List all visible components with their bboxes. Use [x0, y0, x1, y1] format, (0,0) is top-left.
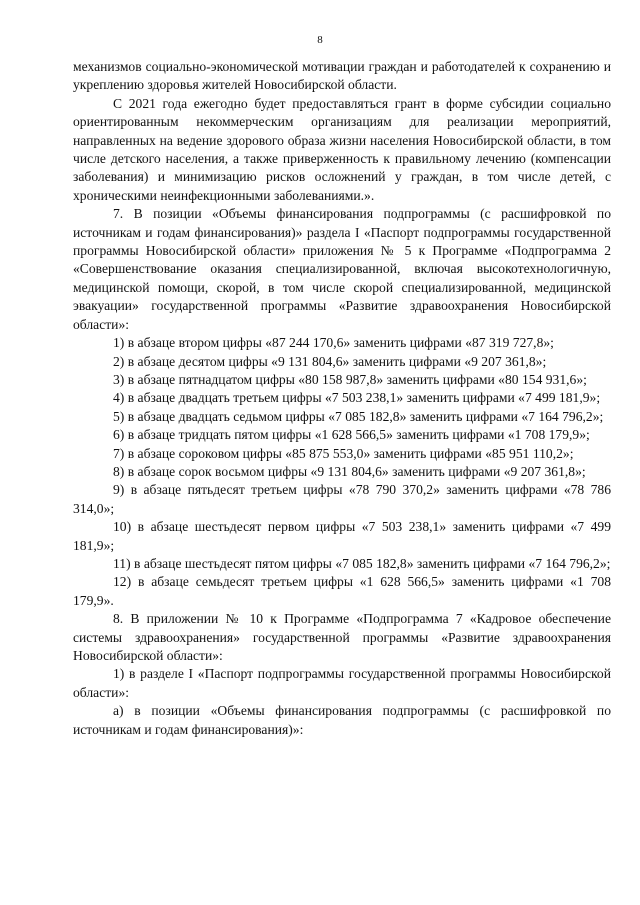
- list-item: 1) в разделе I «Паспорт подпрограммы государственной программы Новосибирской области»:: [73, 666, 611, 700]
- list-item: 9) в абзаце пятьдесят третьем цифры «78 790 370,2» заменить цифрами «78 786 314,0»;: [73, 482, 611, 516]
- page-number: 8: [317, 34, 323, 46]
- document-body: [73, 58, 611, 739]
- list-item: 7) в абзаце сороковом цифры «85 875 553,0» заменить цифрами «85 951 110,2»;: [113, 445, 574, 461]
- list-item: 1) в абзаце втором цифры «87 244 170,6» заменить цифрами «87 319 727,8»;: [113, 335, 554, 351]
- paragraph-grant: С 2021 года ежегодно будет предоставляться грант в форме субсидии социально ориентированным некоммерческим организациям для реализации мероприятий, направленных на ведение здорового образа жизни населения Новосибирской области, в том числе детского населения, а также приверженность к правильному лечению (компенсации заболевания) и минимизацию рисков осложнений у граждан, в том числе детей, с хроническими неинфекционными заболеваниями.».: [73, 95, 611, 203]
- paragraph-item-8: 8. В приложении № 10 к Программе «Подпрограмма 7 «Кадровое обеспечение системы здравоохранения» государственной программы «Развитие здравоохранения Новосибирской области»:: [73, 611, 611, 663]
- list-item: 2) в абзаце десятом цифры «9 131 804,6» заменить цифрами «9 207 361,8»;: [113, 353, 547, 369]
- list-item: 5) в абзаце двадцать седьмом цифры «7 085 182,8» заменить цифрами «7 164 796,2»;: [113, 408, 604, 424]
- list-item: 6) в абзаце тридцать пятом цифры «1 628 566,5» заменить цифрами «1 708 179,9»;: [113, 427, 590, 443]
- list-item: 4) в абзаце двадцать третьем цифры «7 503 238,1» заменить цифрами «7 499 181,9»;: [113, 390, 601, 406]
- paragraph-continuation: механизмов социально-экономической мотивации граждан и работодателей к сохранению и укреплению здоровья жителей Новосибирской области.: [73, 59, 611, 93]
- list-item: а) в позиции «Объемы финансирования подпрограммы (с расшифровкой по источникам и годам финансирования)»:: [73, 703, 611, 737]
- list-item: 8) в абзаце сорок восьмом цифры «9 131 804,6» заменить цифрами «9 207 361,8»;: [113, 463, 586, 479]
- list-item: 10) в абзаце шестьдесят первом цифры «7 503 238,1» заменить цифрами «7 499 181,9»;: [73, 519, 611, 553]
- list-item: 3) в абзаце пятнадцатом цифры «80 158 987,8» заменить цифрами «80 154 931,6»;: [113, 371, 587, 387]
- list-item: 11) в абзаце шестьдесят пятом цифры «7 085 182,8» заменить цифрами «7 164 796,2»;: [113, 555, 611, 571]
- paragraph-item-7: 7. В позиции «Объемы финансирования подпрограммы (с расшифровкой по источникам и годам финансирования)» раздела I «Паспорт подпрограммы государственной программы Новосибирской области» приложения № 5 к Программе «Подпрограмма 2 «Совершенствование оказания специализированной, включая высокотехнологичную, медицинской помощи, скорой, в том числе скорой специализированной, медицинской эвакуации» государственной программы «Развитие здравоохранения Новосибирской области»:: [73, 206, 611, 332]
- list-item: 12) в абзаце семьдесят третьем цифры «1 628 566,5» заменить цифрами «1 708 179,9».: [73, 574, 611, 608]
